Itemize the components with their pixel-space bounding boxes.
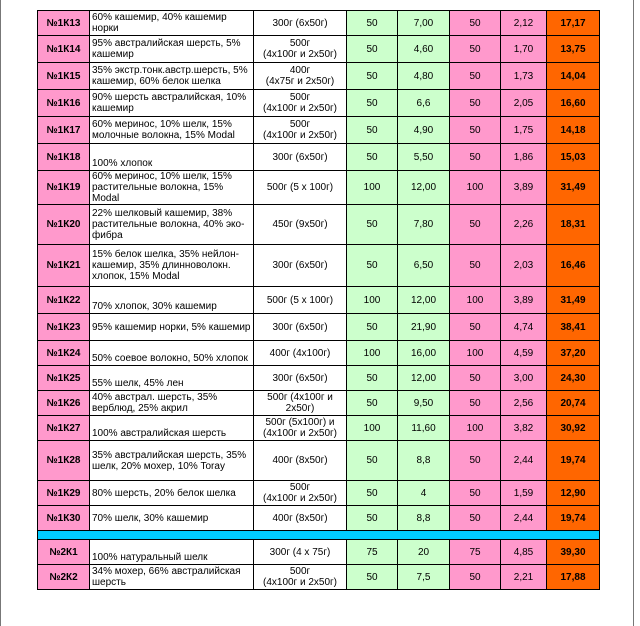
- item-code: №1К15: [38, 63, 90, 90]
- item-code: №1К30: [38, 506, 90, 531]
- table-row: [38, 63, 600, 90]
- item-unit-price: 2,56: [501, 391, 547, 416]
- table-row: [38, 540, 600, 565]
- item-qty-1: 100: [347, 171, 398, 205]
- table-row: [38, 287, 600, 314]
- table-row: [38, 341, 600, 366]
- item-packaging: 500г (4х100г и 2х50г): [254, 90, 347, 117]
- item-total-price: 12,90: [547, 481, 600, 506]
- item-qty-2: 100: [450, 287, 501, 314]
- item-qty-2: 50: [450, 366, 501, 391]
- item-qty-2: 100: [450, 171, 501, 205]
- item-unit-price: 3,00: [501, 366, 547, 391]
- item-qty-1: 50: [347, 481, 398, 506]
- item-price-1: 16,00: [398, 341, 450, 366]
- item-packaging: 500г (4х100г и 2х50г): [254, 36, 347, 63]
- item-code: №1К22: [38, 287, 90, 314]
- item-qty-1: 75: [347, 540, 398, 565]
- item-packaging: 300г (6х50г): [254, 366, 347, 391]
- item-packaging: 300г (4 х 75г): [254, 540, 347, 565]
- item-total-price: 39,30: [547, 540, 600, 565]
- item-code: №2К2: [38, 565, 90, 590]
- item-price-1: 8,8: [398, 441, 450, 481]
- item-price-1: 7,5: [398, 565, 450, 590]
- item-packaging: 400г (4х100г): [254, 341, 347, 366]
- item-code: №1К29: [38, 481, 90, 506]
- item-price-1: 12,00: [398, 287, 450, 314]
- table-row: [38, 416, 600, 441]
- item-packaging: 500г (4х100г и 2х50г): [254, 481, 347, 506]
- item-qty-2: 50: [450, 245, 501, 287]
- price-table: [37, 10, 600, 590]
- table-row: [38, 144, 600, 171]
- item-total-price: 15,03: [547, 144, 600, 171]
- item-price-1: 5,50: [398, 144, 450, 171]
- item-code: №1К24: [38, 341, 90, 366]
- group-separator: [38, 531, 600, 540]
- item-composition: 95% кашемир норки, 5% кашемир: [90, 314, 254, 341]
- item-total-price: 38,41: [547, 314, 600, 341]
- item-price-1: 6,50: [398, 245, 450, 287]
- item-qty-1: 100: [347, 341, 398, 366]
- item-price-1: 4: [398, 481, 450, 506]
- item-composition: 60% кашемир, 40% кашемир норки: [90, 11, 254, 36]
- item-composition: 70% хлопок, 30% кашемир: [90, 287, 254, 314]
- item-qty-1: 50: [347, 205, 398, 245]
- item-code: №1К19: [38, 171, 90, 205]
- item-unit-price: 2,05: [501, 90, 547, 117]
- item-qty-1: 50: [347, 144, 398, 171]
- item-price-1: 8,8: [398, 506, 450, 531]
- item-unit-price: 3,89: [501, 287, 547, 314]
- frame-left-line: [0, 0, 1, 626]
- item-composition: 50% соевое волокно, 50% хлопок: [90, 341, 254, 366]
- item-code: №1К18: [38, 144, 90, 171]
- item-packaging: 400г (4х75г и 2х50г): [254, 63, 347, 90]
- table-row: [38, 441, 600, 481]
- item-packaging: 300г (6х50г): [254, 144, 347, 171]
- item-code: №1К13: [38, 11, 90, 36]
- item-unit-price: 1,59: [501, 481, 547, 506]
- item-qty-1: 50: [347, 11, 398, 36]
- item-composition: 35% экстр.тонк.австр.шерсть, 5% кашемир, 60% белок шелка: [90, 63, 254, 90]
- item-qty-2: 50: [450, 11, 501, 36]
- item-code: №1К25: [38, 366, 90, 391]
- item-qty-2: 50: [450, 565, 501, 590]
- item-code: №1К28: [38, 441, 90, 481]
- item-composition: 100% австралийская шерсть: [90, 416, 254, 441]
- item-packaging: 500г (5х100г) и (4х100г и 2х50г): [254, 416, 347, 441]
- item-qty-2: 50: [450, 144, 501, 171]
- item-qty-2: 50: [450, 506, 501, 531]
- item-qty-2: 50: [450, 391, 501, 416]
- table-row: [38, 391, 600, 416]
- item-price-1: 12,00: [398, 366, 450, 391]
- item-composition: 15% белок шелка, 35% нейлон-кашемир, 35% длинноволокн. хлопок, 15% Modal: [90, 245, 254, 287]
- item-composition: 22% шелковый кашемир, 38% растительные волокна, 40% эко-фибра: [90, 205, 254, 245]
- item-qty-1: 50: [347, 565, 398, 590]
- item-code: №1К14: [38, 36, 90, 63]
- item-unit-price: 1,70: [501, 36, 547, 63]
- table-row: [38, 36, 600, 63]
- table-row: [38, 366, 600, 391]
- item-qty-2: 50: [450, 36, 501, 63]
- item-price-1: 6,6: [398, 90, 450, 117]
- table-row: [38, 171, 600, 205]
- item-composition: 35% австралийская шерсть, 35% шелк, 20% мохер, 10% Toray: [90, 441, 254, 481]
- item-qty-2: 100: [450, 416, 501, 441]
- item-price-1: 9,50: [398, 391, 450, 416]
- item-qty-2: 50: [450, 205, 501, 245]
- item-price-1: 7,00: [398, 11, 450, 36]
- item-packaging: 500г (5 х 100г): [254, 171, 347, 205]
- item-composition: 40% австрал. шерсть, 35% верблюд, 25% акрил: [90, 391, 254, 416]
- item-qty-2: 50: [450, 481, 501, 506]
- item-unit-price: 2,44: [501, 441, 547, 481]
- item-unit-price: 1,73: [501, 63, 547, 90]
- table-row: [38, 205, 600, 245]
- item-packaging: 400г (8х50г): [254, 506, 347, 531]
- item-composition: 60% меринос, 10% шелк, 15% растительные волокна, 15% Modal: [90, 171, 254, 205]
- item-qty-1: 50: [347, 391, 398, 416]
- table-row: [38, 565, 600, 590]
- table-row: [38, 90, 600, 117]
- frame-right-line: [633, 0, 634, 626]
- item-total-price: 19,74: [547, 506, 600, 531]
- item-packaging: 500г (4х100г и 2х50г): [254, 391, 347, 416]
- item-code: №1К20: [38, 205, 90, 245]
- item-qty-1: 100: [347, 287, 398, 314]
- item-packaging: 500г (4х100г и 2х50г): [254, 117, 347, 144]
- item-qty-2: 50: [450, 63, 501, 90]
- table-row: [38, 314, 600, 341]
- item-qty-1: 50: [347, 245, 398, 287]
- item-composition: 100% натуральный шелк: [90, 540, 254, 565]
- table-row: [38, 481, 600, 506]
- item-total-price: 14,04: [547, 63, 600, 90]
- item-code: №1К27: [38, 416, 90, 441]
- item-unit-price: 2,44: [501, 506, 547, 531]
- item-packaging: 300г (6х50г): [254, 11, 347, 36]
- item-total-price: 37,20: [547, 341, 600, 366]
- item-unit-price: 4,85: [501, 540, 547, 565]
- item-total-price: 13,75: [547, 36, 600, 63]
- item-code: №1К21: [38, 245, 90, 287]
- item-code: №1К26: [38, 391, 90, 416]
- item-composition: 95% австралийская шерсть, 5% кашемир: [90, 36, 254, 63]
- item-qty-2: 100: [450, 341, 501, 366]
- item-composition: 60% меринос, 10% шелк, 15% молочные волокна, 15% Modal: [90, 117, 254, 144]
- item-total-price: 24,30: [547, 366, 600, 391]
- item-unit-price: 3,89: [501, 171, 547, 205]
- item-price-1: 7,80: [398, 205, 450, 245]
- item-total-price: 17,17: [547, 11, 600, 36]
- item-unit-price: 1,75: [501, 117, 547, 144]
- item-qty-2: 50: [450, 441, 501, 481]
- item-code: №1К16: [38, 90, 90, 117]
- item-unit-price: 3,82: [501, 416, 547, 441]
- item-qty-1: 50: [347, 441, 398, 481]
- item-qty-2: 50: [450, 90, 501, 117]
- group-separator-bar: [38, 531, 600, 540]
- item-qty-1: 50: [347, 36, 398, 63]
- item-price-1: 21,90: [398, 314, 450, 341]
- item-qty-1: 100: [347, 416, 398, 441]
- item-price-1: 12,00: [398, 171, 450, 205]
- item-total-price: 31,49: [547, 287, 600, 314]
- item-composition: 55% шелк, 45% лен: [90, 366, 254, 391]
- item-total-price: 18,31: [547, 205, 600, 245]
- item-total-price: 16,46: [547, 245, 600, 287]
- item-unit-price: 4,59: [501, 341, 547, 366]
- item-packaging: 300г (6х50г): [254, 314, 347, 341]
- item-composition: 100% хлопок: [90, 144, 254, 171]
- item-total-price: 17,88: [547, 565, 600, 590]
- item-packaging: 450г (9х50г): [254, 205, 347, 245]
- item-qty-1: 50: [347, 90, 398, 117]
- item-qty-1: 50: [347, 314, 398, 341]
- item-qty-1: 50: [347, 506, 398, 531]
- item-unit-price: 2,12: [501, 11, 547, 36]
- item-total-price: 30,92: [547, 416, 600, 441]
- table-row: [38, 506, 600, 531]
- item-price-1: 4,90: [398, 117, 450, 144]
- item-unit-price: 4,74: [501, 314, 547, 341]
- item-price-1: 20: [398, 540, 450, 565]
- item-total-price: 20,74: [547, 391, 600, 416]
- item-total-price: 16,60: [547, 90, 600, 117]
- item-unit-price: 1,86: [501, 144, 547, 171]
- item-total-price: 14,18: [547, 117, 600, 144]
- item-composition: 90% шерсть австралийская, 10% кашемир: [90, 90, 254, 117]
- item-qty-2: 50: [450, 314, 501, 341]
- item-qty-2: 50: [450, 117, 501, 144]
- item-composition: 70% шелк, 30% кашемир: [90, 506, 254, 531]
- item-code: №2К1: [38, 540, 90, 565]
- item-total-price: 19,74: [547, 441, 600, 481]
- item-packaging: 300г (6х50г): [254, 245, 347, 287]
- item-composition: 34% мохер, 66% австралийская шерсть: [90, 565, 254, 590]
- item-packaging: 500г (5 х 100г): [254, 287, 347, 314]
- item-price-1: 4,80: [398, 63, 450, 90]
- item-code: №1К17: [38, 117, 90, 144]
- item-qty-1: 50: [347, 117, 398, 144]
- item-total-price: 31,49: [547, 171, 600, 205]
- item-unit-price: 2,26: [501, 205, 547, 245]
- table-row: [38, 245, 600, 287]
- item-unit-price: 2,03: [501, 245, 547, 287]
- item-price-1: 11,60: [398, 416, 450, 441]
- item-qty-1: 50: [347, 63, 398, 90]
- item-packaging: 400г (8х50г): [254, 441, 347, 481]
- item-packaging: 500г (4х100г и 2х50г): [254, 565, 347, 590]
- item-qty-1: 50: [347, 366, 398, 391]
- item-price-1: 4,60: [398, 36, 450, 63]
- item-unit-price: 2,21: [501, 565, 547, 590]
- table-row: [38, 117, 600, 144]
- table-row: [38, 11, 600, 36]
- item-composition: 80% шерсть, 20% белок шелка: [90, 481, 254, 506]
- item-qty-2: 75: [450, 540, 501, 565]
- item-code: №1К23: [38, 314, 90, 341]
